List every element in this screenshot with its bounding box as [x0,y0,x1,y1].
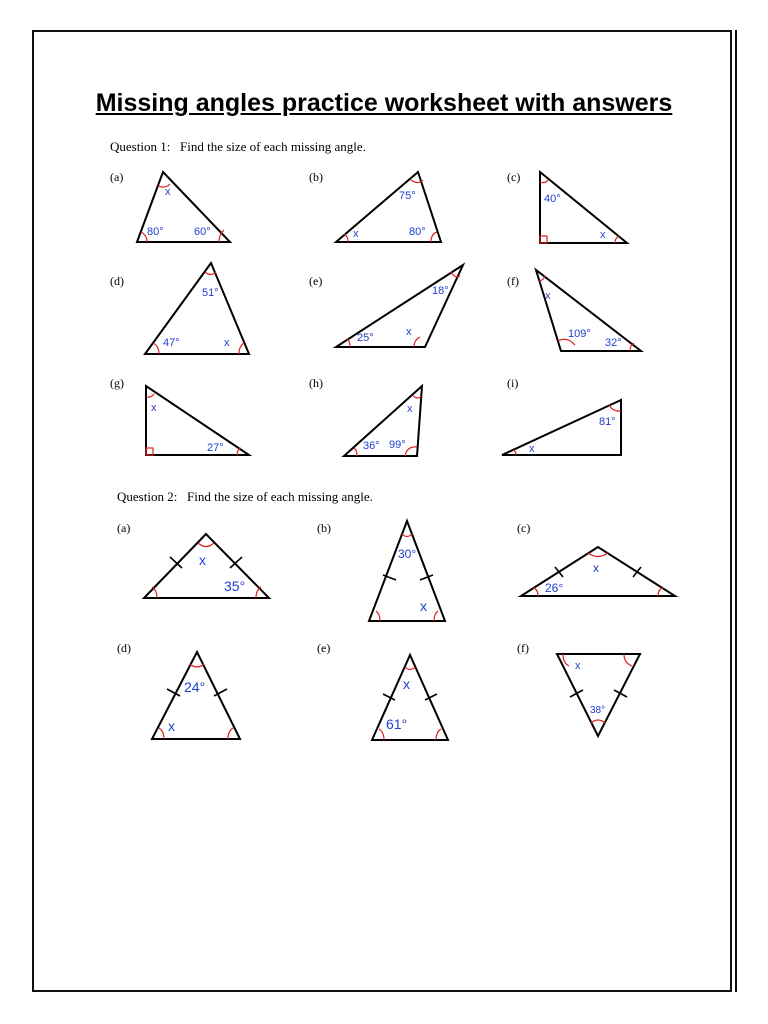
q1-label-b: (b) [309,170,323,184]
q1-triangle-c [540,172,627,243]
q1-b-angle-left: x [353,228,359,240]
q1-f-left-arc [558,339,575,345]
q1-c-right-angle [540,236,547,243]
q2-f-bottom-arc [591,720,605,723]
q1-b-angle-top: 75° [399,190,416,202]
q1-triangle-e [336,265,463,347]
q2-c-tick-right [633,567,641,577]
q2-d-right-arc [228,728,233,739]
q2-d-angle-left: x [168,718,175,734]
q1-f-angle-left: 109° [568,328,591,340]
q1-e-outline [336,265,463,347]
q1-c-angle-right: x [600,229,606,241]
q1-a-angle-top: x [165,186,171,198]
q1-g-outline [146,386,249,455]
q2-triangle-d [152,652,240,739]
q1-h-angle-top: x [407,403,413,415]
q2-e-angle-top: x [403,676,410,692]
q2-triangle-e [372,655,448,740]
q1-i-angle-left: x [529,443,535,455]
q1-g-angle-right: 27° [207,442,224,454]
q2-e-right-arc [436,729,441,740]
q2-a-angle-right: 35° [224,578,246,594]
q2-label-c: (c) [517,521,531,535]
q1-label-d: (d) [110,274,124,288]
q2-c-apex-arc [588,553,608,557]
q1-g-right-angle [146,448,153,455]
q2-b-angle-top: 30° [398,547,417,561]
q1-c-angle-top: 40° [544,193,561,205]
q1-i-top-arc [609,405,621,411]
q1-e-right-arc [414,337,420,347]
q1-label-g: (g) [110,376,124,390]
q1-triangle-b [336,172,441,242]
q2-b-angle-right: x [420,598,427,614]
q2-f-angle-top: x [575,660,581,672]
q1-f-angle-right: 32° [605,337,622,349]
q2-triangle-f [557,654,640,736]
q1-a-angle-left: 80° [147,226,164,238]
question-1-number: Question 1: [110,139,171,154]
q1-e-angle-right: x [406,326,412,338]
q2-d-outline [152,652,240,739]
worksheet-title: Missing angles practice worksheet with answers [95,89,673,117]
question-1-text: Find the size of each missing angle. [180,139,366,154]
q2-e-angle-left: 61° [386,716,408,732]
q2-c-tick-left [555,567,563,577]
q1-g-top-arc [146,394,154,397]
q1-f-angle-top: x [545,290,551,302]
q1-triangle-f [536,270,641,351]
q2-b-tick-right [420,575,433,580]
q2-d-apex-arc [190,664,204,667]
q1-triangle-h [344,386,422,456]
q1-b-angle-right: 80° [409,226,426,238]
q1-d-angle-right: x [224,337,230,349]
q1-label-h: (h) [309,376,323,390]
q1-h-angle-right: 99° [389,439,406,451]
q2-f-outline [557,654,640,736]
q1-b-right-arc [431,232,437,242]
q1-triangle-g [146,386,249,455]
q2-d-left-arc [159,728,164,739]
q1-triangle-i [502,400,621,455]
q2-triangle-b [369,521,445,621]
q1-h-outline [344,386,422,456]
q1-i-angle-top: 81° [599,416,616,428]
question-2-number: Question 2: [117,489,178,504]
q1-triangle-a [137,172,230,242]
q1-label-e: (e) [309,274,323,288]
q1-a-angle-right: 60° [194,226,211,238]
q2-c-angle-top: x [593,561,599,575]
q2-f-left-arc [563,654,569,666]
q2-b-left-arc [376,611,380,621]
q1-h-apex-arc [413,396,421,398]
q1-d-angle-left: 47° [163,337,180,349]
q2-e-apex-arc [405,667,415,670]
q2-b-right-arc [434,611,438,621]
q2-c-angle-left: 26° [545,581,564,595]
q2-e-outline [372,655,448,740]
q2-label-d: (d) [117,641,131,655]
q2-e-left-arc [379,729,384,740]
q1-e-angle-left: 25° [357,332,374,344]
q1-label-f: (f) [507,274,519,288]
q2-label-a: (a) [117,521,131,535]
q2-a-apex-arc [198,543,214,547]
question-2-text: Find the size of each missing angle. [187,489,373,504]
q2-label-b: (b) [317,521,331,535]
q2-a-angle-top: x [199,552,206,568]
q2-c-left-arc [533,588,538,596]
q2-d-angle-top: 24° [184,679,206,695]
q2-c-right-arc [658,588,663,596]
q2-a-outline [144,534,269,598]
q1-d-left-arc [153,343,159,354]
q2-label-f: (f) [517,641,529,655]
q1-triangle-d [145,263,249,354]
q1-label-c: (c) [507,170,521,184]
q2-triangle-a [144,534,269,598]
q2-b-apex-arc [402,534,412,537]
q2-f-angle-bottom: 38° [590,705,606,716]
q1-c-outline [540,172,627,243]
q2-f-right-arc [624,654,632,666]
q1-label-i: (i) [507,376,519,390]
q1-d-right-arc [239,343,244,354]
q1-h-left-arc [354,448,357,456]
q2-label-e: (e) [317,641,331,655]
q1-c-top-arc [540,180,548,183]
q1-h-angle-left: 36° [363,440,380,452]
q1-e-angle-top: 18° [432,285,449,297]
q1-label-a: (a) [110,170,124,184]
q1-g-angle-top: x [151,402,157,414]
q1-d-outline [145,263,249,354]
q2-a-tick-right [230,557,242,568]
q1-d-angle-top: 51° [202,287,219,299]
q1-h-right-arc [405,447,417,456]
q2-triangle-c [521,547,675,596]
